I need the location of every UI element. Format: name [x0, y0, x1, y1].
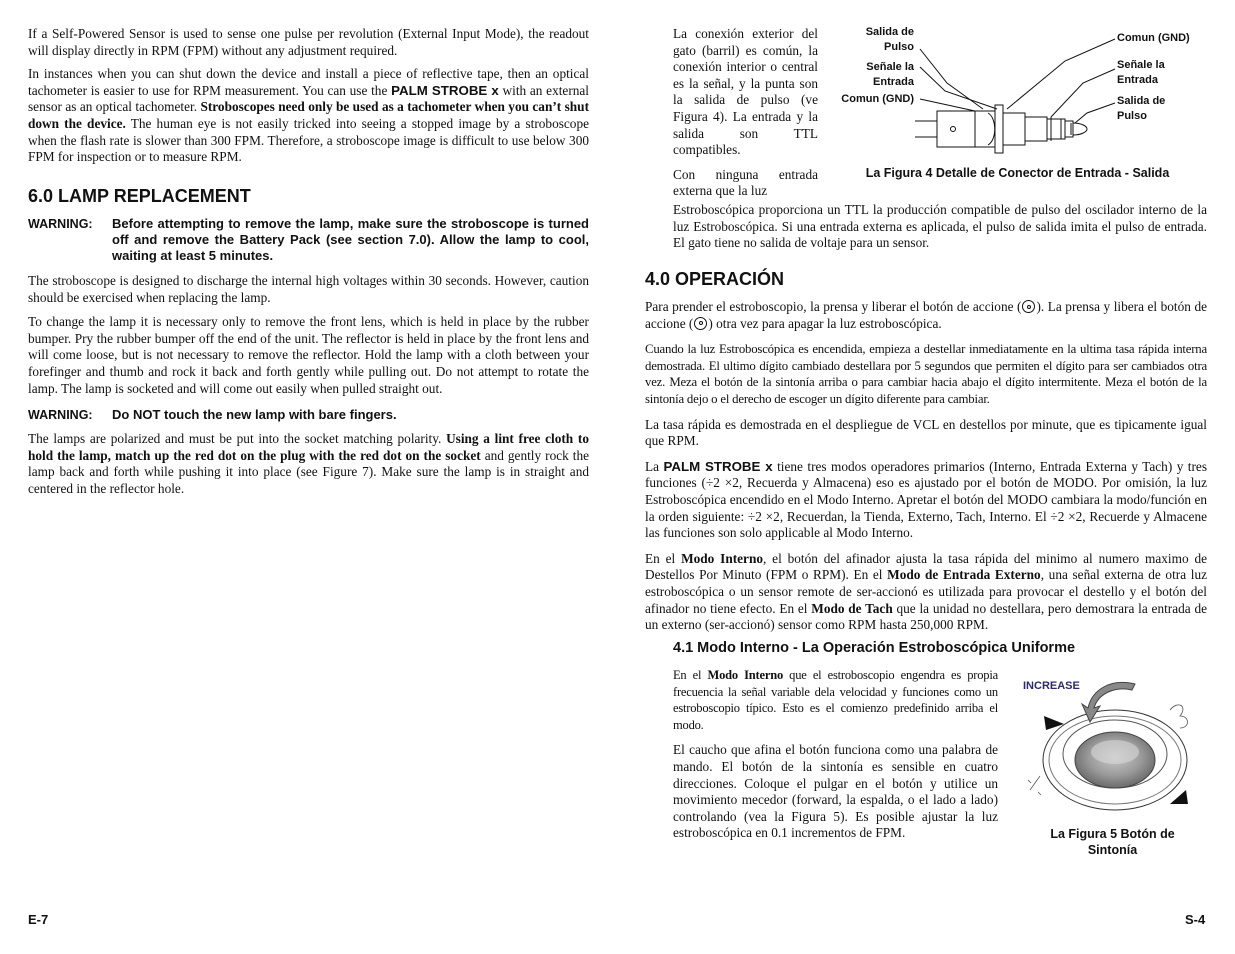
figure-5-tuning-button: [1020, 670, 1205, 860]
paragraph-power-on: Para prender el estroboscopio, la prensa y liberar el botón de accione ( ). La prensa y libera el botón de accione ( ) otra vez para apagar la luz estroboscópica.: [645, 299, 1207, 331]
page-number-left: E-7: [28, 912, 49, 927]
section-heading-operacion: 4.0 OPERACIÓN: [645, 269, 785, 289]
paragraph-self-powered-sensor: If a Self-Powered Sensor is used to sense one pulse per revolution (External Input Mode), the readout will display directly in RPM (FPM) without any adjustment required.: [28, 26, 589, 58]
warning-lamp-cool: WARNING: Before attempting to remove the lamp, make sure the stroboscope is turned off and remove the Battery Pack (see section 7.0). Allow the lamp to cool, waiting at least 5 minutes.: [28, 216, 589, 263]
paragraph-no-input-start: Con ninguna entrada externa que la luz: [673, 166, 818, 199]
figure-4-caption: La Figura 4 Detalle de Conector de Entrada - Salida: [865, 166, 1170, 180]
paragraph-ttl-output: Estroboscópica proporciona un TTL la producción compatible de pulso del oscilador interno de la luz Estroboscópica. Si una entrada externa es aplicada, el pulso de salida imita el pulso de entrada. El gato tiene no salida de voltaje para un sensor.: [673, 202, 1207, 251]
connector-plug-drawing: [825, 25, 1210, 160]
page-number-right: S-4: [1185, 912, 1206, 927]
paragraph-polarized-lamps: The lamps are polarized and must be put into the socket matching polarity. Using a lint free cloth to hold the lamp, match up the red dot on the plug with the red dot on the socket and gently rock the lamp back and forth while pushing it into place (see Figure 7). Make sure the lamp is in straight and centered in the reflector hole.: [28, 431, 590, 496]
increase-label: INCREASE: [1023, 680, 1080, 692]
paragraph-connector-description: La conexión exterior del gato (barril) es común, la conexión interior o central es la señal, y la punta son la salida de pulso (ve Figura 4). La entrada y la salida son TTL compatibles.: [673, 26, 818, 158]
brand-name: PALM STROBE x: [391, 82, 499, 98]
paragraph-discharge: The stroboscope is designed to discharge the internal high voltages within 30 seconds. However, caution should be exercised when replacing the lamp.: [28, 273, 589, 305]
subsection-heading-4-1: 4.1 Modo Interno - La Operación Estroboscópica Uniforme: [673, 640, 1076, 656]
paragraph-change-lamp: To change the lamp it is necessary only to remove the front lens, which is held in place by the rubber bumper. Pry the rubber bumper off the end of the unit. The reflector is held in place by the front lens and will come loose, but is not necessary to remove the reflector. Hold the lamp with a cloth between your forefinger and thumb and rock it back and forth gently while pulling out. Do not attempt to rotate the lamp. The lamp is socketed and will come out easily when pulled straight out.: [28, 314, 589, 396]
paragraph-flash-rate: Cuando la luz Estroboscópica es encendida, empieza a destellar inmediatamente en la ultima tasa rápida interna demostrada. El ultimo dígito cambiado destellara por 5 segundos que permiten el dígito para ser cambiados otra vez. Meza el botón de la sintonía arriba o para cambiar hacia abajo el dígito intermitente. Meza el botón de la sintonía dejo o el derecho de escoger un dígito diferente para cambiar.: [645, 342, 1207, 406]
paragraph-tuning-button: El caucho que afina el botón funciona como una palabra de mando. El botón de la sintonía es sensible en cuatro direcciones. Coloque el pulgar en el botón y utilice un movimiento mecedor (forward, la espalda, o el lado a lado) controlando (vea la Figura 5). Es posible ajustar la luz estroboscópica en 0.1 incrementos de FPM.: [673, 742, 998, 841]
action-button-icon: [1022, 300, 1035, 313]
paragraph-internal-mode: En el Modo Interno que el estroboscopio engendra es propia frecuencia la señal variable dela velocidad y funciones como un estroboscopio típico. Esto es el comienzo predefinido arriba el modo.: [673, 668, 998, 732]
warning-bare-fingers: WARNING: Do NOT touch the new lamp with bare fingers.: [28, 407, 397, 422]
section-heading-lamp-replacement: 6.0 LAMP REPLACEMENT: [28, 186, 251, 206]
paragraph-vcl-display: La tasa rápida es demostrada en el despliegue de VCL en destellos por minute, que es tipicamente igual que RPM.: [645, 416, 1207, 449]
figure-4-connector: Salida de Pulso Señale la Entrada Comun (GND) Comun (GND) Señale la Entrada Salida de Pulso La Figura 4 Detalle de Conector de Entrada - Salida: [825, 25, 1210, 185]
paragraph-optical-tachometer: In instances when you can shut down the device and install a piece of reflective tape, then an optical tachometer is easier to use for RPM measurement. You can use the PALM STROBE x with an external sensor as an optical tachometer. Stroboscopes need only be used as a tachometer when you can’t shut down the device. The human eye is not easily tricked into seeing a stopped image by a stroboscope when the flash rate is slower than 300 FPM. Therefore, a stroboscope image is difficult to use below 300 FPM for inspection or to measure RPM.: [28, 66, 590, 165]
paragraph-mode-details: En el Modo Interno, el botón del afinador ajusta la tasa rápida del minimo al numero maximo de Destellos Por Minuto (FPM o RPM). En el Modo de Entrada Externo, una señal externa de otra luz estroboscópica o un sensor remote de ser-accionó es utilizada para provocar el destello y el botón del afinador no tiene efecto. En el Modo de Tach que la unidad no destellara, pero demostrara la entrada de un externo (ser-accionó) sensor como RPM hasta 250,000 RPM.: [645, 550, 1208, 633]
action-button-icon: [694, 317, 707, 330]
brand-name: PALM STROBE x: [663, 458, 773, 474]
paragraph-modes: La PALM STROBE x tiene tres modos operadores primarios (Interno, Entrada Externa y Tach) y tres funciones (÷2 ×2, Recuerda y Almacena) eso es ajustado por el botón de MODO. Por omisión, la luz Estroboscópica encendido en el Modo Interno. Apretar el botón del MODO cambiara la modo/función en la orden siguiente: ÷2 ×2, Recuerdan, la Tienda, Externo, Tach, Interno. El ÷2 ×2, Recuerde y Almacene las funciones son solo applicable al Modo Interno.: [645, 458, 1208, 541]
figure-5-caption: La Figura 5 Botón de Sintonía: [1050, 827, 1175, 857]
